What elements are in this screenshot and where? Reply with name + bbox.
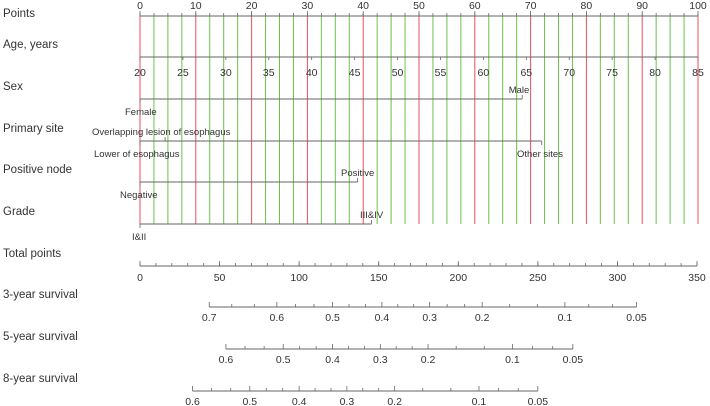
age-tick-label: 55 xyxy=(434,67,447,79)
s3-tick-label: 0.1 xyxy=(557,312,573,324)
s8-tick-label: 0.3 xyxy=(339,396,355,406)
total-tick-label: 250 xyxy=(529,272,547,284)
site-level-label: Overlapping lesion of esophagus xyxy=(92,127,231,138)
site-level-label: Other sites xyxy=(517,149,563,160)
age-tick-label: 65 xyxy=(520,67,533,79)
total-tick-label: 300 xyxy=(608,272,627,284)
s8-tick-label: 0.6 xyxy=(185,396,200,406)
points-tick-label: 20 xyxy=(245,0,258,12)
points-tick-label: 10 xyxy=(189,0,202,12)
s8-tick-label: 0.4 xyxy=(291,396,307,406)
total-tick-label: 350 xyxy=(688,272,706,284)
age-tick-label: 45 xyxy=(348,67,361,79)
node-level-label: Positive xyxy=(340,168,375,179)
points-tick-label: 0 xyxy=(137,0,143,12)
s3-tick-label: 0.5 xyxy=(325,312,340,324)
age-tick-label: 20 xyxy=(134,67,146,79)
s5-tick-label: 0.3 xyxy=(373,354,388,366)
row-label-age: Age, years xyxy=(3,39,58,51)
s3-tick-label: 0.3 xyxy=(422,312,437,324)
grade-level-label: III&IV xyxy=(359,210,384,221)
total-tick-label: 200 xyxy=(449,272,468,284)
total-tick-label: 0 xyxy=(137,272,143,284)
total-tick-label: 150 xyxy=(369,272,388,284)
age-tick-label: 25 xyxy=(177,67,189,79)
age-tick-label: 35 xyxy=(262,67,275,79)
age-tick-label: 75 xyxy=(606,67,618,79)
row-label-s5: 5-year survival xyxy=(3,331,78,343)
age-tick-label: 70 xyxy=(563,67,576,79)
s5-tick-label: 0.6 xyxy=(218,354,234,366)
age-tick-label: 85 xyxy=(692,67,704,79)
age-tick-label: 30 xyxy=(220,67,232,79)
sex-level-label: Male xyxy=(508,85,530,96)
s8-tick-label: 0.5 xyxy=(242,396,258,406)
s3-tick-label: 0.2 xyxy=(474,312,490,324)
s5-tick-label: 0.1 xyxy=(505,354,520,366)
s3-tick-label: 0.7 xyxy=(201,312,217,324)
s8-tick-label: 0.05 xyxy=(527,396,549,406)
node-level-label: Negative xyxy=(120,190,158,201)
age-tick-label: 50 xyxy=(391,67,404,79)
points-tick-label: 60 xyxy=(468,0,481,12)
s8-tick-label: 0.1 xyxy=(471,396,487,406)
s3-tick-label: 0.4 xyxy=(374,312,390,324)
grade-level-label: I&II xyxy=(132,232,147,243)
s8-tick-label: 0.2 xyxy=(387,396,402,406)
s3-tick-label: 0.05 xyxy=(626,312,647,324)
row-labels xyxy=(3,8,78,385)
s5-tick-label: 0.4 xyxy=(325,354,340,366)
s3-tick-label: 0.6 xyxy=(269,312,285,324)
points-tick-label: 90 xyxy=(636,0,649,12)
row-label-sex: Sex xyxy=(3,81,23,93)
row-label-site: Primary site xyxy=(3,123,64,135)
points-tick-label: 50 xyxy=(413,0,425,12)
age-tick-label: 80 xyxy=(649,67,661,79)
row-label-s8: 8-year survival xyxy=(3,373,78,385)
row-label-points: Points xyxy=(3,8,35,20)
row-label-grade: Grade xyxy=(3,206,35,218)
total-tick-label: 50 xyxy=(213,272,226,284)
points-tick-label: 30 xyxy=(301,0,314,12)
row-label-s3: 3-year survival xyxy=(3,289,78,301)
points-tick-label: 70 xyxy=(524,0,537,12)
age-tick-label: 60 xyxy=(477,67,490,79)
grid-layer xyxy=(140,16,698,224)
points-tick-label: 100 xyxy=(689,0,707,12)
s5-tick-label: 0.05 xyxy=(562,354,584,366)
sex-level-label: Female xyxy=(125,107,157,118)
total-tick-label: 100 xyxy=(290,272,308,284)
row-label-total: Total points xyxy=(3,248,62,260)
s5-tick-label: 0.5 xyxy=(275,354,291,366)
points-tick-label: 40 xyxy=(357,0,370,12)
points-tick-label: 80 xyxy=(580,0,593,12)
age-tick-label: 40 xyxy=(305,67,318,79)
row-label-node: Positive node xyxy=(3,164,73,176)
site-level-label: Lower of esophagus xyxy=(94,149,180,160)
s5-tick-label: 0.2 xyxy=(420,354,436,366)
